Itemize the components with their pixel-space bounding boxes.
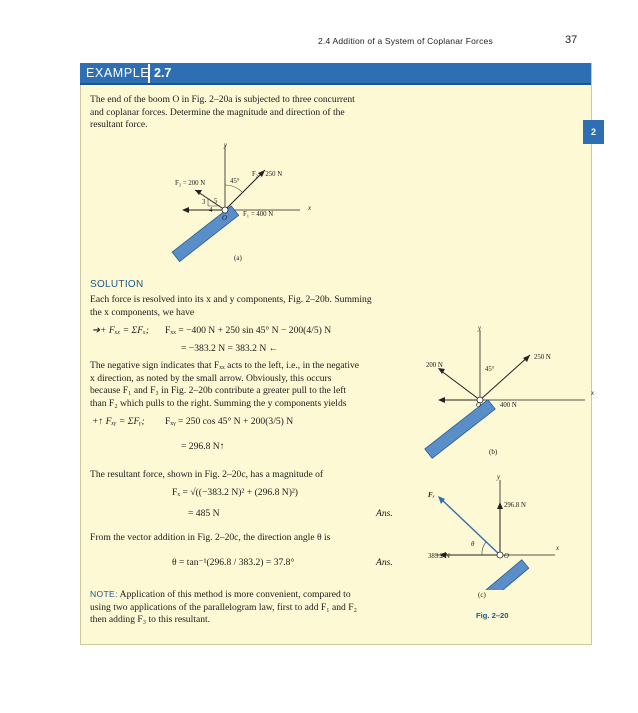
label-250n: 250 N xyxy=(534,354,551,361)
eq-y-sum: +↑ Fₓᵧ = ΣFᵧ; xyxy=(92,416,145,427)
problem-line: and coplanar forces. Determine the magnitude and direction of the xyxy=(90,106,345,118)
explanation xyxy=(90,360,410,410)
origin-label: O xyxy=(476,402,481,409)
theta-label: θ xyxy=(471,541,475,548)
example-label: EXAMPLE xyxy=(86,66,150,80)
triangle-3: 3 xyxy=(202,199,206,206)
200n-vector xyxy=(440,370,480,400)
page-number: 37 xyxy=(565,34,578,46)
y-label: y xyxy=(497,474,501,481)
boom xyxy=(425,400,498,459)
resultant-intro: The resultant force, shown in Fig. 2–20c, has a magnitude of xyxy=(90,469,324,480)
note-heading: NOTE: xyxy=(90,589,118,599)
resultant-arrowhead xyxy=(438,496,445,504)
x-label: x xyxy=(591,390,595,397)
eq-resultant-line1: Fₓ = √((−383.2 N)² + (296.8 N)²) xyxy=(172,487,298,498)
note-line: using two applications of the parallelogram law, first to add F₁ and F₂ xyxy=(90,601,357,613)
figure-c xyxy=(420,480,600,590)
solution-intro xyxy=(90,294,410,319)
origin-label: O xyxy=(222,215,227,222)
angle-arc xyxy=(225,185,242,192)
origin-label: O xyxy=(504,553,509,560)
explain-line: The negative sign indicates that Fₓₓ acts to the left, i.e., in the negative xyxy=(90,360,360,371)
eq-x-sum: ➔+ Fₓₓ = ΣFₓ; xyxy=(92,325,149,336)
x-label: x xyxy=(556,545,560,552)
f3-label: F₃ = 200 N xyxy=(175,180,206,187)
figure-b-caption: (b) xyxy=(489,448,498,456)
figure-b xyxy=(420,330,600,470)
problem-line: The end of the boom O in Fig. 2–20a is subjected to three concurrent xyxy=(90,94,355,105)
fy-arrowhead xyxy=(497,502,503,509)
resultant-vector xyxy=(440,498,500,555)
label-400n: 400 N xyxy=(500,402,517,409)
problem-statement xyxy=(90,94,410,132)
note-line xyxy=(90,588,420,602)
400n-arrowhead xyxy=(438,397,445,403)
eq-theta: θ = tan⁻¹(296.8 / 383.2) = 37.8° xyxy=(172,557,295,568)
eq-y-line1: Fₓᵧ = 250 cos 45° N + 200(3/5) N xyxy=(165,416,294,427)
eq-x-line1: Fₓₓ = −400 N + 250 sin 45° N − 200(4/5) N xyxy=(165,325,332,336)
boom xyxy=(468,560,529,590)
note-text: Application of this method is more convenient, compared to xyxy=(119,589,351,600)
f1-label: F₁ = 400 N xyxy=(243,211,274,218)
figure-c-caption: (c) xyxy=(478,591,486,599)
250n-vector xyxy=(480,355,530,400)
solution-heading: SOLUTION xyxy=(90,279,144,290)
fx-value-label: 383.2 N xyxy=(428,553,450,560)
solution-line: Each force is resolved into its x and y components, Fig. 2–20b. Summing xyxy=(90,294,372,305)
answer-label: Ans. xyxy=(376,557,393,568)
fy-value-label: 296.8 N xyxy=(504,502,526,509)
label-200n: 200 N xyxy=(426,362,443,369)
x-label: x xyxy=(308,205,312,212)
f2-label: F₂ = 250 N xyxy=(252,171,283,178)
answer-label: Ans. xyxy=(376,508,393,519)
f1-arrowhead xyxy=(182,207,189,213)
chapter-tab[interactable]: 2 xyxy=(583,120,604,144)
figure-a-caption: (a) xyxy=(234,254,242,262)
y-label: y xyxy=(478,325,482,332)
figure-title: Fig. 2–20 xyxy=(476,611,509,620)
explain-line: because F₁ and F₃ in Fig. 2–20b contribute a greater pull to the left xyxy=(90,385,347,396)
triangle-4: 4 xyxy=(209,207,213,214)
boom xyxy=(172,206,238,262)
figure-a xyxy=(170,140,350,270)
angle-label: 45° xyxy=(230,178,240,185)
fr-label: Fₓ xyxy=(428,492,435,499)
running-header xyxy=(0,36,638,50)
direction-intro: From the vector addition in Fig. 2–20c, the direction angle θ is xyxy=(90,532,331,543)
explain-line: x direction, as noted by the small arrow. Obviously, this occurs xyxy=(90,372,332,384)
theta-arc xyxy=(482,542,486,555)
eq-y-line2: = 296.8 N↑ xyxy=(181,441,225,452)
triangle-5: 5 xyxy=(214,198,218,205)
pin-o xyxy=(497,552,503,558)
explain-line: than F₂ which pulls to the right. Summing the y components yields xyxy=(90,397,347,409)
problem-line: resultant force. xyxy=(90,119,148,130)
eq-resultant-line2: = 485 N xyxy=(188,508,220,519)
solution-line: the x components, we have xyxy=(90,306,195,318)
angle-label: 45° xyxy=(485,366,495,373)
eq-x-line2: = −383.2 N = 383.2 N ← xyxy=(181,343,279,354)
example-number: 2.7 xyxy=(148,64,175,83)
pin-o xyxy=(222,207,228,213)
y-label: y xyxy=(224,142,228,149)
section-title: 2.4 Addition of a System of Coplanar Forces xyxy=(318,36,493,46)
note-line: then adding F₃ to this resultant. xyxy=(90,614,211,625)
note xyxy=(90,588,420,627)
